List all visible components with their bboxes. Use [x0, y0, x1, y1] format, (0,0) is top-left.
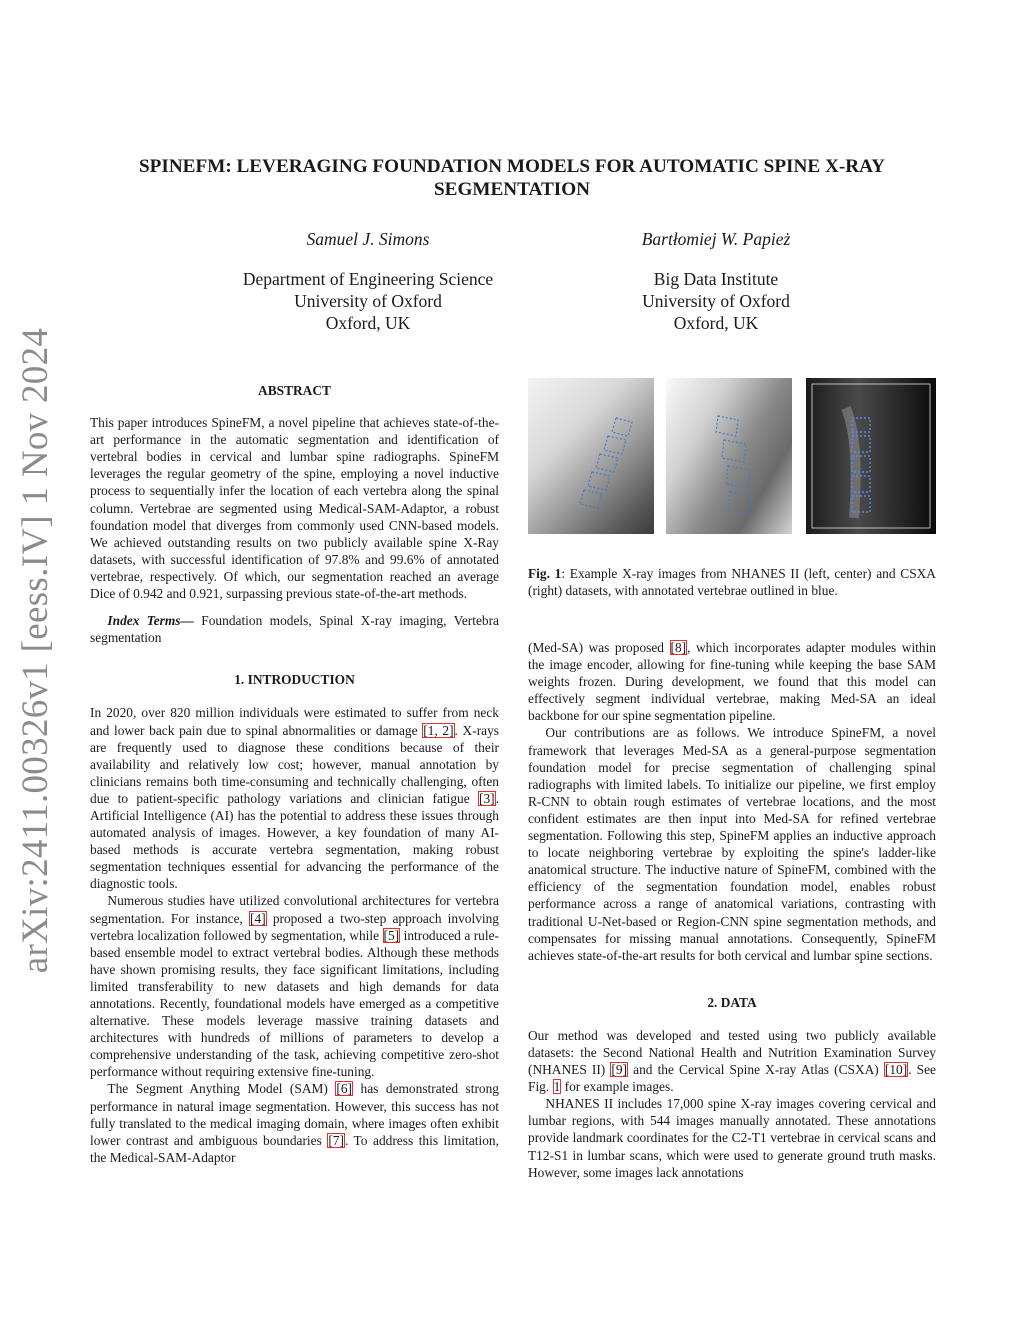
data-paragraph-1: Our method was developed and tested using two publicly available datasets: the Second National Health and Nutrition Examination Survey (NHANES II) [9] and the Cervical Spine X-ray Atlas (CSXA) [10]. See Fig. 1 for example images.: [528, 1027, 937, 1095]
author-university: University of Oxford: [642, 291, 790, 311]
data-heading: 2. DATA: [707, 994, 757, 1010]
figure-1: [528, 378, 936, 534]
data-paragraph-2: NHANES II includes 17,000 spine X-ray images covering cervical and lumbar regions, with 544 images manually annotated. These annotations provide landmark coordinates for the C2-T1 vertebrae in cervical scans and T12-S1 in lumbar scans, which were used to generate ground truth masks. However, some images lack annotations: [528, 1096, 936, 1180]
citation-link[interactable]: [9]: [611, 1062, 628, 1078]
intro-paragraph-3: The Segment Anything Model (SAM) [6] has demonstrated strong performance in natural image segmentation. However, this success has not fully translated to the medical imaging domain, where images often exhibit lower contrast and ambiguous boundaries [7]. To address this limitation, the Medical-SAM-Adaptor: [90, 1081, 500, 1165]
citation-link[interactable]: [7]: [328, 1132, 344, 1148]
xray-image-nhanes-left: [528, 378, 654, 534]
author-location: Oxford, UK: [325, 313, 411, 333]
author-block-1: [218, 228, 518, 334]
intro-paragraph-1: In 2020, over 820 million individuals were estimated to suffer from neck and lower back pain due to spinal abnormalities or damage [1, 2]. X-rays are frequently used to diagnose these conditions because of their availability and relatively low cost; however, manual annotation by clinicians remains both time-consuming and technically challenging, often due to patient-specific pathology variations and clinician fatigue [3]. Artificial Intelligence (AI) has the potential to address these issues through automated analysis of images. However, a key foundation of many AI-based methods is accurate vertebra segmentation, making robust segmentation techniques essential for advancing the performance of the diagnostic tools.: [90, 705, 499, 892]
index-terms-text: Foundation models, Spinal X-ray imaging, Vertebra segmentation: [90, 613, 499, 646]
intro-heading: 1. INTRODUCTION: [234, 672, 355, 688]
vertebrae-outline-icon: [528, 378, 654, 534]
xray-image-nhanes-center: [666, 378, 792, 534]
vertebrae-outline-icon: [666, 378, 792, 534]
figure-caption: Fig. 1: Example X-ray images from NHANES II (left, center) and CSXA (right) datasets, with annotated vertebrae outlined in blue.: [528, 566, 936, 599]
arxiv-identifier-text: arXiv:2411.00326v1 [eess.IV] 1 Nov 2024: [15, 327, 57, 973]
author-name: Bartłomiej W. Papież: [641, 229, 791, 249]
index-terms: [90, 612, 499, 646]
abstract-text: This paper introduces SpineFM, a novel pipeline that achieves state-of-the-art performance in the automatic segmentation and identification of vertebral bodies in cervical and lumbar spine radiographs. SpineFM leverages the regular geometry of the spine, employing a novel inductive process to sequentially infer the location of each vertebra along the spinal column. Vertebrae are segmented using Medical-SAM-Adaptor, a robust foundation model that diverges from commonly used CNN-based models. We achieved outstanding results on two publicly available spine X-Ray datasets, with successful identification of 97.8% and 99.6% of annotated vertebrae, respectively. Of which, our segmentation reached an average Dice of 0.942 and 0.921, surpassing previous state-of-the-art methods.: [90, 415, 499, 602]
figure-label: Fig. 1: [528, 566, 562, 581]
citation-link[interactable]: [6]: [336, 1081, 353, 1097]
xray-image-csxa-right: [806, 378, 936, 534]
contributions-paragraph: Our contributions are as follows. We introduce SpineFM, a novel framework that leverages Med-SA as a general-purpose segmentation foundation model for precise segmentation of challenging spinal radiographs with limited labels. To initialize our pipeline, we first employ R-CNN to obtain rough estimates of vertebrae locations, and the most confident estimates are then input into Med-SA for refined vertebrae segmentation. Following this step, SpineFM applies an inductive approach to locate neighboring vertebrae by exploiting the spine's ladder-like anatomical structure. The inductive nature of SpineFM, combined with the efficiency of the segmentation foundation model, enables robust performance across a range of anatomical variations, contrasting with traditional U-Net-based or Region-CNN spine segmentation methods, and compensates for missing manual annotations. Consequently, SpineFM achieves state-of-the-art results for both cervical and lumbar spine sections.: [528, 725, 936, 963]
left-column: [90, 382, 499, 1166]
author-name: Samuel J. Simons: [306, 229, 430, 249]
citation-link[interactable]: [1, 2]: [423, 722, 454, 738]
arxiv-identifier: [8, 327, 64, 973]
right-column: [528, 639, 936, 1181]
medsa-paragraph: (Med-SA) was proposed [8], which incorporates adapter modules within the image encoder, allowing for fine-tuning while keeping the base SAM weights frozen. During development, we found that this model can effectively segment individual vertebrae, making Med-SA an ideal backbone for our spine segmentation pipeline.: [528, 640, 936, 724]
citation-link[interactable]: [10]: [884, 1062, 908, 1078]
author-location: Oxford, UK: [673, 313, 759, 333]
citation-link[interactable]: [5]: [383, 927, 400, 943]
intro-paragraph-2: Numerous studies have utilized convolutional architectures for vertebra segmentation. For instance, [4] proposed a two-step approach involving vertebra localization followed by segmentation, while [5] introduced a rule-based ensemble model to extract vertebral bodies. Although these methods have shown promising results, they face significant limitations, including limited transferability to new datasets and high demands for data annotations. Recently, foundational models have emerged as a competitive alternative. These models leverage massive training datasets and architectures with hundreds of millions of parameters to develop a comprehensive understanding of the task, achieving competitive zero-shot performance without requiring extensive fine-tuning.: [90, 893, 499, 1080]
citation-link[interactable]: [4]: [250, 910, 266, 926]
citation-link[interactable]: [3]: [479, 790, 495, 806]
author-department: Big Data Institute: [653, 269, 779, 289]
abstract-heading: ABSTRACT: [258, 383, 331, 398]
index-terms-label: Index Terms—: [107, 613, 194, 629]
figure-link[interactable]: 1: [553, 1079, 561, 1095]
author-university: University of Oxford: [294, 291, 442, 311]
author-block-2: [566, 228, 866, 334]
paper-title: SPINEFM: LEVERAGING FOUNDATION MODELS FOR AUTOMATIC SPINE X-RAY SEGMENTATION: [138, 156, 886, 200]
citation-link[interactable]: [8]: [670, 640, 687, 655]
author-department: Department of Engineering Science: [242, 269, 494, 289]
vertebrae-outline-icon: [806, 378, 936, 534]
